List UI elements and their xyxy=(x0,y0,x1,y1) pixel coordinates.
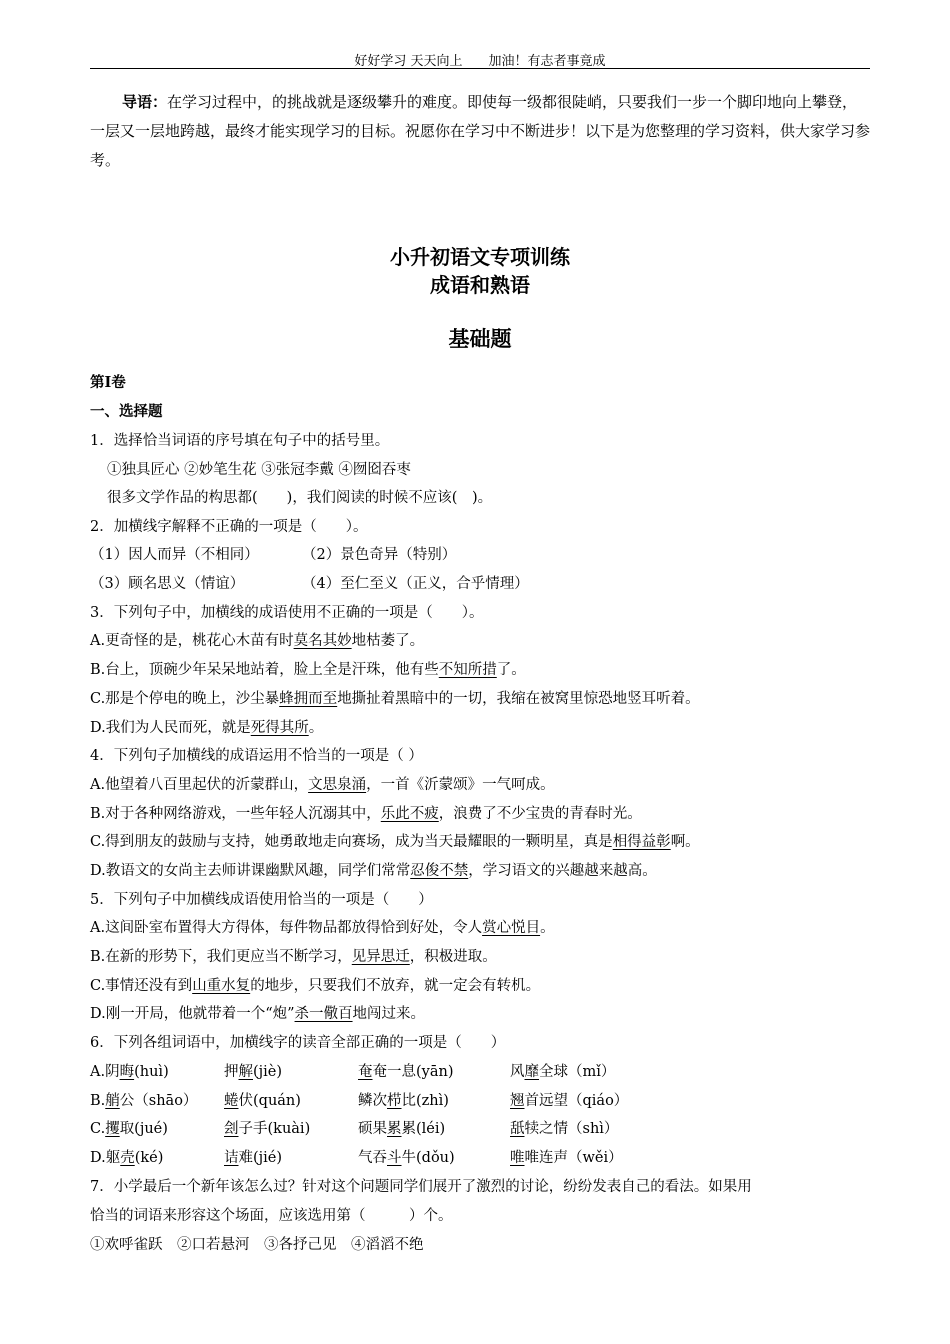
underlined-idiom: 乐此不疲 xyxy=(380,806,439,822)
part-heading: 一、选择题 xyxy=(90,403,163,420)
underlined-idiom: 山重水复 xyxy=(192,978,251,994)
q6-row-d xyxy=(90,1146,880,1167)
underlined-idiom: 莫名其妙 xyxy=(293,633,352,649)
q3-option-b: B.台上，顶碗少年呆呆地站着，脸上全是汗珠，他有些不知所措了。 xyxy=(90,662,526,678)
q6-item: 硕果累累(léi) xyxy=(358,1121,446,1137)
q6-row-b xyxy=(90,1089,880,1110)
page-header: 好好学习 天天向上 加油！有志者事竟成 xyxy=(354,54,606,69)
q4-stem: 4．下列句子加横线的成语运用不恰当的一项是（ ） xyxy=(90,748,423,764)
q2-stem: 2．加横线字解释不正确的一项是（ ）。 xyxy=(90,519,368,535)
q6-item: 奄奄一息(yān) xyxy=(358,1064,454,1080)
q3-option-a: A.更奇怪的是，桃花心木苗有时莫名其妙地枯萎了。 xyxy=(90,633,425,649)
q6-item: 诘难(jié) xyxy=(224,1150,283,1166)
underlined-idiom: 见异思迁 xyxy=(351,949,410,965)
q6-stem: 6．下列各组词语中，加横线字的读音全部正确的一项是（ ） xyxy=(90,1035,506,1051)
q5-option-c: C.事情还没有到山重水复的地步，只要我们不放弃，就一定会有转机。 xyxy=(90,978,541,994)
underlined-idiom: 死得其所 xyxy=(250,720,309,736)
q7-line-2: 恰当的词语来形容这个场面，应该选用第（ ）个。 xyxy=(90,1208,453,1224)
q1-sentence: 很多文学作品的构思都( )，我们阅读的时候不应该( )。 xyxy=(107,490,493,506)
q2-option-2: （2）景色奇异（特别） xyxy=(302,547,457,563)
q2-option-4: （4）至仁至义（正义，合乎情理） xyxy=(302,576,529,592)
q5-option-b: B.在新的形势下，我们更应当不断学习，见异思迁，积极进取。 xyxy=(90,949,497,965)
q5-option-a: A.这间卧室布置得大方得体，每件物品都放得恰到好处，令人赏心悦目。 xyxy=(90,920,555,936)
q6-item: 风靡全球（mǐ） xyxy=(510,1064,616,1080)
sub-title: 成语和熟语 xyxy=(430,273,530,297)
q4-option-d: D.教语文的女尚主去师讲课幽默风趣，同学们常常忍俊不禁，学习语文的兴趣越来越高。 xyxy=(90,863,657,879)
underlined-idiom: 蜂拥而至 xyxy=(279,691,338,707)
underlined-idiom: 文思泉涌 xyxy=(308,777,367,793)
q6-item: 押解(jiè) xyxy=(224,1064,283,1080)
q6-item: B.艄公（shāo） xyxy=(90,1093,198,1109)
underlined-idiom: 忍俊不禁 xyxy=(410,863,469,879)
q6-item: A.阴晦(huì) xyxy=(90,1064,169,1080)
q4-option-c: C.得到朋友的鼓励与支持，她勇敢地走向赛场，成为当天最耀眼的一颗明星，真是相得益彰啊。 xyxy=(90,834,700,850)
intro-label: 导语： xyxy=(122,93,168,111)
q4-option-a: A.他望着八百里起伏的沂蒙群山，文思泉涌，一首《沂蒙颂》一气呵成。 xyxy=(90,777,555,793)
intro-text: 在学习过程中，的挑战就是逐级攀升的难度。即使每一级都很陡峭，只要我们一步一个脚印地向上攀登，一层又一层地跨越，最终才能实现学习的目标。祝愿你在学习中不断进步！以下是为您整理的学习资料，供大家学习参考。 xyxy=(90,93,871,169)
q6-item: 翘首远望（qiáo） xyxy=(510,1093,629,1109)
q4-option-b: B.对于各种网络游戏，一些年轻人沉溺其中，乐此不疲，浪费了不少宝贵的青春时光。 xyxy=(90,806,642,822)
underlined-idiom: 赏心悦目 xyxy=(482,920,541,936)
q2-row-1 xyxy=(90,543,880,564)
main-title: 小升初语文专项训练 xyxy=(390,245,570,269)
q7-line-1: 7．小学最后一个新年该怎么过？针对这个问题同学们展开了激烈的讨论，纷纷发表自己的看法。如果用 xyxy=(90,1179,752,1195)
q3-option-c: C.那是个停电的晚上，沙尘暴蜂拥而至地撕扯着黑暗中的一切，我缩在被窝里惊恐地竖耳听着。 xyxy=(90,691,700,707)
q6-item: 舐犊之情（shì） xyxy=(510,1121,619,1137)
q5-option-d: D.刚一开局，他就带着一个“炮”杀一儆百地闯过来。 xyxy=(90,1006,426,1022)
q5-stem: 5．下列句子中加横线成语使用恰当的一项是（ ） xyxy=(90,892,433,908)
underlined-idiom: 不知所措 xyxy=(438,662,497,678)
q2-row-2 xyxy=(90,572,880,593)
q6-row-a xyxy=(90,1060,880,1081)
q6-item: C.攫取(jué) xyxy=(90,1121,168,1137)
header-rule xyxy=(90,68,870,69)
q6-item: 鳞次栉比(zhì) xyxy=(358,1093,449,1109)
q3-option-d: D.我们为人民而死，就是死得其所。 xyxy=(90,720,324,736)
q6-row-c xyxy=(90,1117,880,1138)
q6-item: 刽子手(kuài) xyxy=(224,1121,311,1137)
volume-heading: 第Ⅰ卷 xyxy=(90,374,126,391)
q3-stem: 3．下列句子中，加横线的成语使用不正确的一项是（ ）。 xyxy=(90,605,484,621)
q6-item: D.躯壳(ké) xyxy=(90,1150,164,1166)
level-title: 基础题 xyxy=(448,327,512,351)
intro-paragraph xyxy=(90,88,870,175)
q1-options: ①独具匠心 ②妙笔生花 ③张冠李戴 ④囫囵吞枣 xyxy=(107,462,411,478)
q7-options: ①欢呼雀跃 ②口若悬河 ③各抒己见 ④滔滔不绝 xyxy=(90,1237,424,1253)
q6-item: 唯唯连声（wěi） xyxy=(510,1150,623,1166)
underlined-idiom: 相得益彰 xyxy=(612,834,671,850)
q1-stem: 1．选择恰当词语的序号填在句子中的括号里。 xyxy=(90,433,390,449)
q2-option-1: （1）因人而异（不相同） xyxy=(90,547,259,563)
q2-option-3: （3）顾名思义（情谊） xyxy=(90,576,245,592)
underlined-idiom: 杀一儆百 xyxy=(294,1006,353,1022)
q6-item: 蜷伏(quán) xyxy=(224,1093,301,1109)
q6-item: 气吞斗牛(dǒu) xyxy=(358,1150,455,1166)
